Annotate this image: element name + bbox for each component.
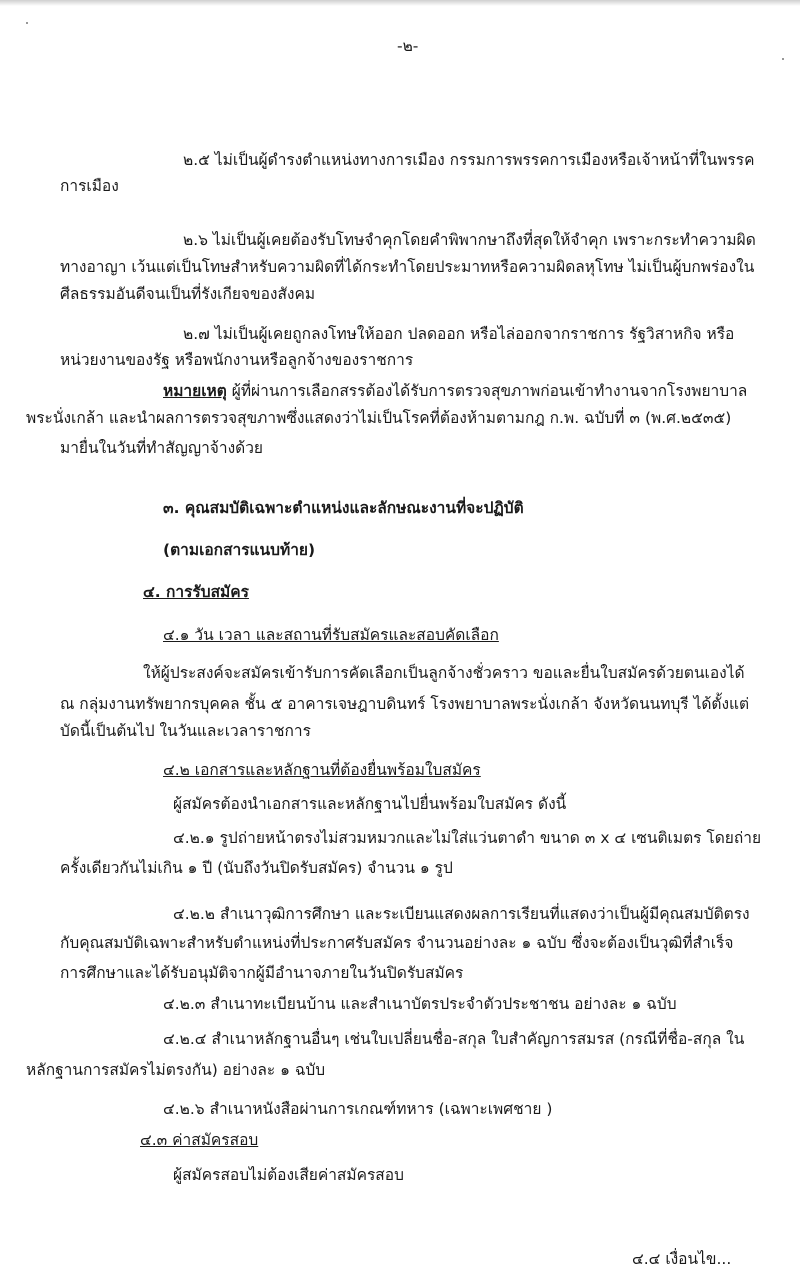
item-4-2-1-line-2: ครั้งเดียวกันไม่เกิน ๑ ปี (นับถึงวันปิดรับสมัคร) จำนวน ๑ รูป xyxy=(60,859,453,877)
clause-2-7-line-2: หน่วยงานของรัฐ หรือพนักงานหรือลูกจ้างของราชการ xyxy=(60,351,414,369)
section-4-1-line-1: ให้ผู้ประสงค์จะสมัครเข้ารับการคัดเลือกเป็นลูกจ้างชั่วคราว ขอและยื่นใบสมัครด้วยตนเองได้ xyxy=(143,664,745,682)
note-line-3: มายื่นในวันที่ทำสัญญาจ้างด้วย xyxy=(60,439,263,457)
scan-edge xyxy=(0,0,800,6)
section-4-1-line-3: บัดนี้เป็นต้นไป ในวันและเวลาราชการ xyxy=(60,722,311,740)
section-4-title: ๔. การรับสมัคร xyxy=(143,583,249,601)
note-text: ผู้ที่ผ่านการเลือกสรรต้องได้รับการตรวจสุขภาพก่อนเข้าทำงานจากโรงพยาบาล xyxy=(226,382,748,400)
note-line-1 xyxy=(163,381,800,401)
item-4-2-4-line-2: หลักฐานการสมัครไม่ตรงกัน) อย่างละ ๑ ฉบับ xyxy=(26,1061,326,1079)
item-4-2-1-line-1: ๔.๒.๑ รูปถ่ายหน้าตรงไม่สวมหมวกและไม่ใส่แว่นตาดำ ขนาด ๓ x ๔ เซนติเมตร โดยถ่าย xyxy=(173,829,762,847)
section-3-title: ๓. คุณสมบัติเฉพาะตำแหน่งและลักษณะงานที่จะปฏิบัติ xyxy=(163,499,524,517)
item-4-2-2-line-3: การศึกษาและได้รับอนุมัติจากผู้มีอำนาจภายในวันปิดรับสมัคร xyxy=(60,964,464,982)
page-number: -๒- xyxy=(397,37,419,55)
section-4-1-line-2: ณ กลุ่มงานทรัพยากรบุคคล ชั้น ๕ อาคารเจษฎาบดินทร์ โรงพยาบาลพระนั่งเกล้า จังหวัดนนทบุรี ได้ตั้งแต่ xyxy=(60,695,750,713)
clause-2-6-line-1: ๒.๖ ไม่เป็นผู้เคยต้องรับโทษจำคุกโดยคำพิพากษาถึงที่สุดให้จำคุก เพราะกระทำความผิด xyxy=(183,231,756,249)
scan-speck xyxy=(26,22,28,24)
note-line-2: พระนั่งเกล้า และนำผลการตรวจสุขภาพซึ่งแสดงว่าไม่เป็นโรคที่ต้องห้ามตามกฎ ก.พ. ฉบับที่ ๓ (พ.ศ.๒๕๓๕) xyxy=(26,409,732,427)
section-4-2-title: ๔.๒ เอกสารและหลักฐานที่ต้องยื่นพร้อมใบสมัคร xyxy=(163,761,481,779)
clause-2-5-line-1: ๒.๕ ไม่เป็นผู้ดำรงตำแหน่งทางการเมือง กรรมการพรรคการเมืองหรือเจ้าหน้าที่ในพรรค xyxy=(183,151,755,169)
section-4-3-text: ผู้สมัครสอบไม่ต้องเสียค่าสมัครสอบ xyxy=(173,1166,404,1184)
item-4-2-2-line-2: กับคุณสมบัติเฉพาะสำหรับตำแหน่งที่ประกาศรับสมัคร จำนวนอย่างละ ๑ ฉบับ ซึ่งจะต้องเป็นวุฒิที่สำเร็จ xyxy=(60,934,734,952)
section-3-subtitle: (ตามเอกสารแนบท้าย) xyxy=(163,541,316,559)
clause-2-5-line-2: การเมือง xyxy=(60,177,119,195)
clause-2-6-line-3: ศีลธรรมอันดีจนเป็นที่รังเกียจของสังคม xyxy=(60,285,316,303)
item-4-2-6: ๔.๒.๖ สำเนาหนังสือผ่านการเกณฑ์ทหาร (เฉพาะเพศชาย ) xyxy=(163,1100,553,1118)
clause-2-7-line-1: ๒.๗ ไม่เป็นผู้เคยถูกลงโทษให้ออก ปลดออก หรือไล่ออกจากราชการ รัฐวิสาหกิจ หรือ xyxy=(183,325,735,343)
item-4-2-2-line-1: ๔.๒.๒ สำเนาวุฒิการศึกษา และระเบียนแสดงผลการเรียนที่แสดงว่าเป็นผู้มีคุณสมบัติตรง xyxy=(173,905,750,923)
continued-marker: ๔.๔ เงื่อนไข... xyxy=(632,1250,732,1268)
note-label: หมายเหตุ xyxy=(163,382,227,400)
item-4-2-4-line-1: ๔.๒.๔ สำเนาหลักฐานอื่นๆ เช่นใบเปลี่ยนชื่อ-สกุล ใบสำคัญการสมรส (กรณีที่ชื่อ-สกุล ใน xyxy=(163,1030,745,1048)
section-4-1-title: ๔.๑ วัน เวลา และสถานที่รับสมัครและสอบคัดเลือก xyxy=(163,626,499,644)
clause-2-6-line-2: ทางอาญา เว้นแต่เป็นโทษสำหรับความผิดที่ได้กระทำโดยประมาทหรือความผิดลหุโทษ ไม่เป็นผู้บกพร่องใน xyxy=(60,258,755,276)
item-4-2-3: ๔.๒.๓ สำเนาทะเบียนบ้าน และสำเนาบัตรประจำตัวประชาชน อย่างละ ๑ ฉบับ xyxy=(163,995,677,1013)
section-4-2-intro: ผู้สมัครต้องนำเอกสารและหลักฐานไปยื่นพร้อมใบสมัคร ดังนี้ xyxy=(173,795,567,813)
scan-speck xyxy=(782,58,784,60)
section-4-3-title: ๔.๓ ค่าสมัครสอบ xyxy=(140,1131,259,1149)
